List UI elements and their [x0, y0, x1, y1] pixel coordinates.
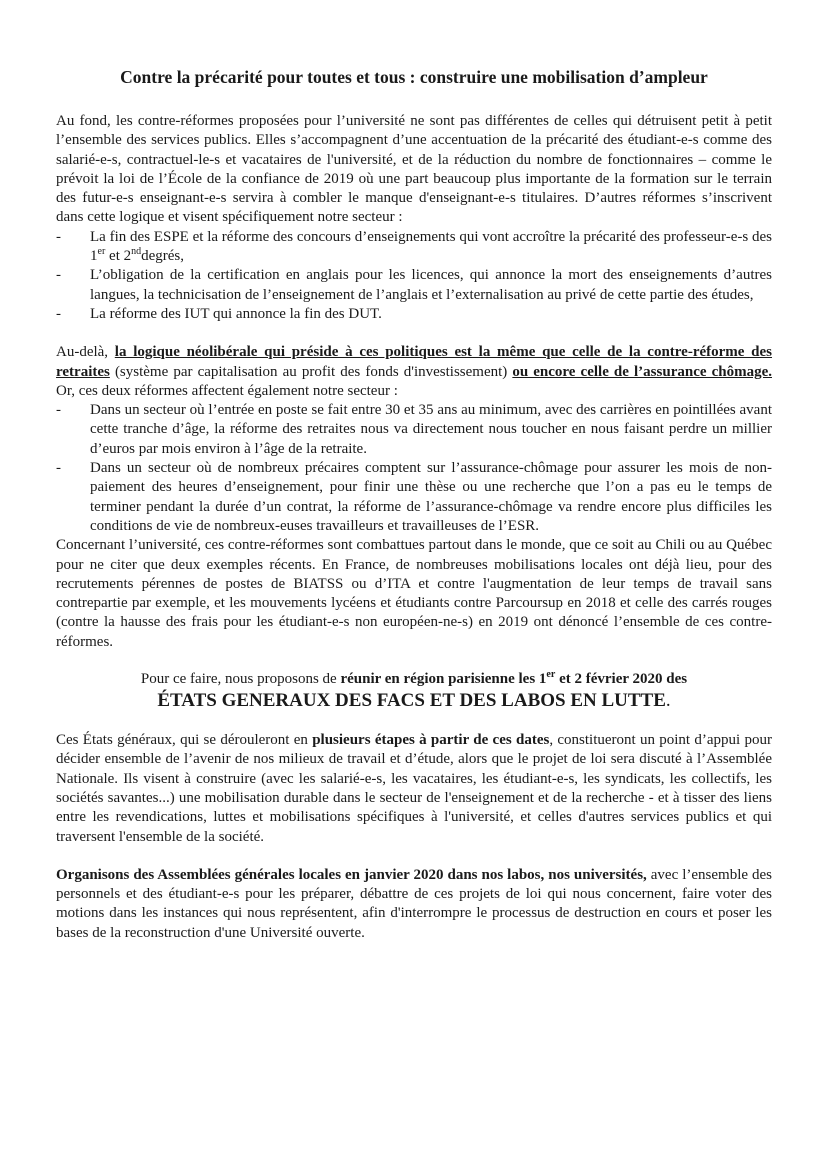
paragraph-assemblies: Organisons des Assemblées générales locales en janvier 2020 dans nos labos, nos universités, avec l’ensemble des personnels et des étudiant-e-s pour les préparer, débattre de ces projets de loi qui nous concernent, faire voter des motions dans les instances qui nous représentent, afin d'interrompre le processus de destruction en cours et poser les bases de la reconstruction d'une Université ouverte. — [56, 866, 772, 941]
list-item — [56, 459, 772, 536]
list-item-text: Dans un secteur où de nombreux précaires comptent sur l’assurance-chômage pour assurer les mois de non-paiement des heures d’enseignement, pour finir une thèse ou une recherche que l’on a pas eu le temps de terminer pendant la durée d’un contrat, la réforme de l’assurance-chômage va rendre encore plus difficiles les conditions de vie de nombreux-euses travailleurs et travailleuses de l’ESR. — [90, 460, 772, 534]
list-item — [56, 228, 772, 267]
list-item-text: L’obligation de la certification en anglais pour les licences, qui annonce la mort des enseignements d’autres langues, la technicisation de l’enseignement de l’anglais et l’externalisation au privé de cette partie des études, — [90, 267, 772, 303]
announcement-headline: ÉTATS GENERAUX DES FACS ET DES LABOS EN LUTTE. — [157, 690, 671, 712]
list-item-text: Dans un secteur où l’entrée en poste se fait entre 30 et 35 ans au minimum, avec des carrières en pointillées avant cette tranche d’âge, la réforme des retraites nous va directement nous toucher en nous faisant perdre un millier d’euros par mois environ à l’âge de la retraite. — [90, 402, 772, 457]
list-item — [56, 305, 772, 324]
list-item — [56, 401, 772, 459]
list-dash: - — [56, 228, 61, 245]
list-dash: - — [56, 402, 61, 419]
paragraph-reforms: Au-delà, la logique néolibérale qui préside à ces politiques est la même que celle de la contre-réforme des retraites (système par capitalisation au profit des fonds d'investissement) ou encore celle de l’assurance chômage. Or, ces deux réformes affectent également notre secteur : — [56, 344, 773, 399]
document-title: Contre la précarité pour toutes et tous : construire une mobilisation d’ampleur — [120, 67, 708, 87]
paragraph-etats-generaux: Ces États généraux, qui se dérouleront en plusieurs étapes à partir de ces dates, constitueront un point d’appui pour décider ensemble de l’avenir de nos milieux de travail et d’étude, alors que le projet de loi sera discuté à l’Assemblée Nationale. Ils visent à construire (avec les salarié-e-s, les vacataires, les étudiant-e-s, les syndicats, les collectifs, les sociétés savantes...) une mobilisation durable dans le secteur de l'enseignement et de la recherche - et à tisser des liens entre les revendications, luttes et mobilisations spécifiques à l'université, et celles d'autres services publics et qui traversent l'ensemble de la société. — [56, 732, 772, 845]
list-item-text: La réforme des IUT qui annonce la fin des DUT. — [90, 305, 382, 322]
announcement-line: Pour ce faire, nous proposons de réunir en région parisienne les 1er et 2 février 2020 des — [140, 669, 688, 688]
list-item — [56, 266, 772, 305]
list-dash: - — [56, 460, 61, 477]
paragraph-intro: Au fond, les contre-réformes proposées pour l’université ne sont pas différentes de celles qui détruisent petit à petit l’ensemble des services publics. Elles s’accompagnent d’une accentuation de la précarité des étudiant-e-s comme des salarié-e-s, contractuel-le-s et vacataires de l'université, et de la réduction du nombre de fonctionnaires – comme le prévoit la loi de l’École de la confiance de 2019 où une part beaucoup plus importante de la formation sur le terrain des futur-e-s enseignant-e-s servira à combler le manque d'enseignant-e-s titulaires. D’autres réformes s’inscrivent dans cette logique et visent spécifiquement notre secteur : — [56, 113, 772, 226]
paragraph-university: Concernant l’université, ces contre-réformes sont combattues partout dans le monde, que ce soit au Chili ou au Québec pour ne citer que deux exemples récents. En France, de nombreuses mobilisations locales ont déjà lieu, pour des recrutements pérennes de postes de BIATSS ou d’ITA et contre l'augmentation de leur temps de travail sans contrepartie par exemple, et les mouvements lycéens et étudiants contre Parcoursup en 2018 et celle des carrés rouges (contre la hausse des frais pour les étudiant-e-s non européen-ne-s) en 2019 ont dénoncé l’ensemble de ces contre-réformes. — [56, 537, 772, 650]
list-dash: - — [56, 267, 61, 284]
list-dash: - — [56, 305, 61, 322]
list-item-text: La fin des ESPE et la réforme des concours d’enseignements qui vont accroître la précarité des professeur-e-s des 1er et 2nddegrés, — [90, 228, 772, 265]
